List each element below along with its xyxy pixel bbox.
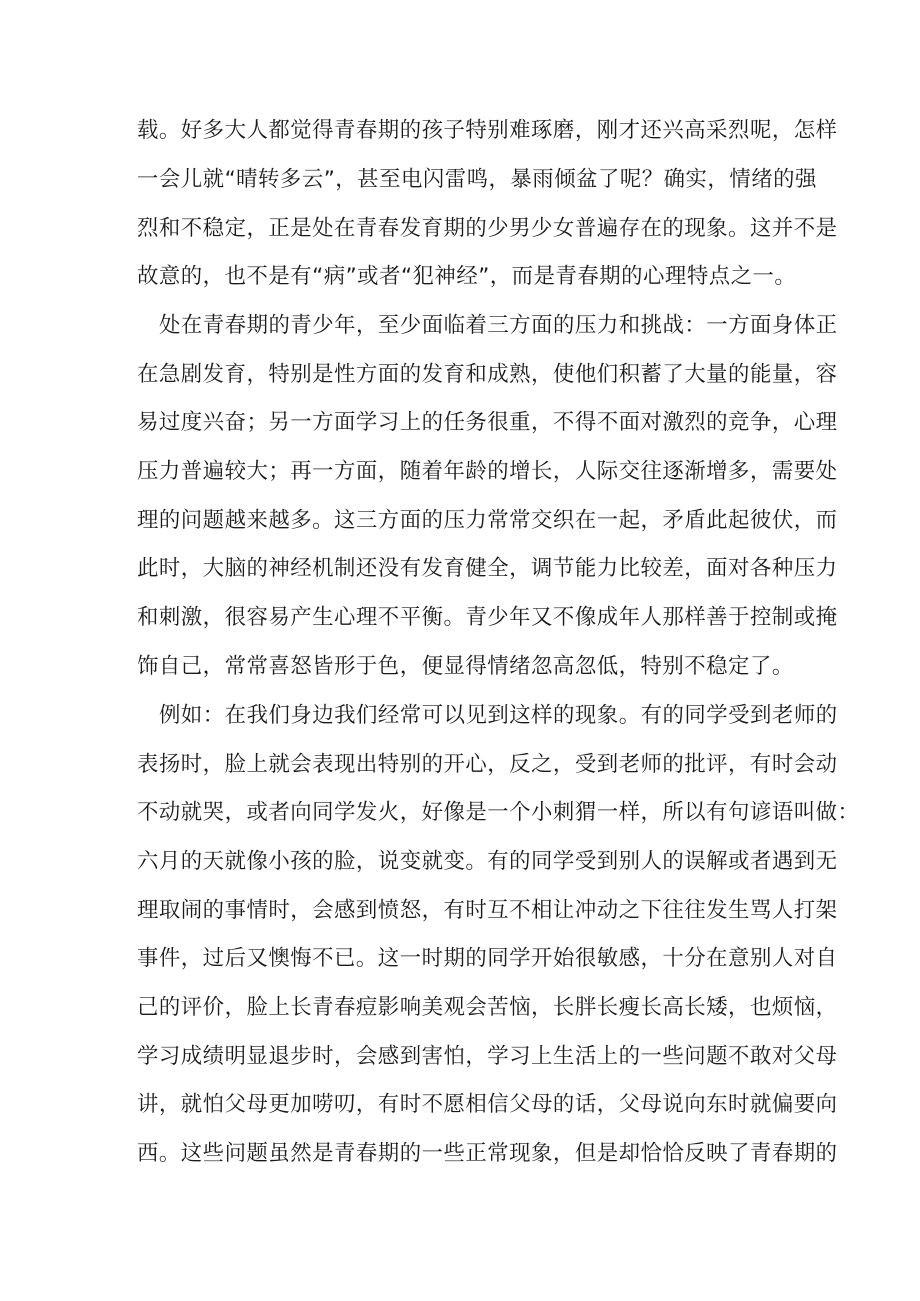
text-line: 压力普遍较大；再一方面，随着年龄的增长，人际交往逐渐增多，需要处 xyxy=(137,459,838,484)
text-line: 一会儿就“晴转多云”，甚至电闪雷鸣，暴雨倾盆了呢？确实，情绪的强 xyxy=(137,167,817,192)
text-line: 例如：在我们身边我们经常可以见到这样的现象。有的同学受到老师的 xyxy=(159,703,838,728)
text-line: 故意的，也不是有“病”或者“犯神经”，而是青春期的心理特点之一。 xyxy=(137,264,797,289)
text-line: 西。这些问题虽然是青春期的一些正常现象，但是却恰恰反映了青春期的 xyxy=(137,1141,838,1166)
text-line: 此时，大脑的神经机制还没有发育健全，调节能力比较差，面对各种压力 xyxy=(137,556,838,581)
text-line: 在急剧发育，特别是性方面的发育和成熟，使他们积蓄了大量的能量，容 xyxy=(137,362,838,387)
text-line: 讲，就怕父母更加唠叨，有时不愿相信父母的话，父母说向东时就偏要向 xyxy=(137,1092,838,1117)
text-line: 表扬时，脸上就会表现出特别的开心，反之，受到老师的批评，有时会动 xyxy=(137,752,838,777)
text-line: 事件，过后又懊悔不已。这一时期的同学开始很敏感，十分在意别人对自 xyxy=(137,946,838,971)
text-line: 载。好多大人都觉得青春期的孩子特别难琢磨，刚才还兴高采烈呢，怎样 xyxy=(137,118,838,143)
text-line: 六月的天就像小孩的脸，说变就变。有的同学受到别人的误解或者遇到无 xyxy=(137,849,838,874)
text-line: 理取闹的事情时，会感到愤怒，有时互不相让冲动之下往往发生骂人打架 xyxy=(137,898,838,923)
text-line: 易过度兴奋；另一方面学习上的任务很重，不得不面对激烈的竞争，心理 xyxy=(137,410,838,435)
text-line: 不动就哭，或者向同学发火，好像是一个小刺猬一样，所以有句谚语叫做： xyxy=(137,800,860,825)
text-line: 己的评价，脸上长青春痘影响美观会苦恼，长胖长瘦长高长矮，也烦恼， xyxy=(137,995,838,1020)
text-line: 理的问题越来越多。这三方面的压力常常交织在一起，矛盾此起彼伏，而 xyxy=(137,508,838,533)
text-line: 饰自己，常常喜怒皆形于色，便显得情绪忽高忽低，特别不稳定了。 xyxy=(137,654,794,679)
text-line: 学习成绩明显退步时，会感到害怕，学习上生活上的一些问题不敢对父母 xyxy=(137,1044,838,1069)
text-line: 和刺激，很容易产生心理不平衡。青少年又不像成年人那样善于控制或掩 xyxy=(137,605,838,630)
text-line: 处在青春期的青少年，至少面临着三方面的压力和挑战：一方面身体正 xyxy=(159,313,838,338)
text-line: 烈和不稳定，正是处在青春发育期的少男少女普遍存在的现象。这并不是 xyxy=(137,216,838,241)
